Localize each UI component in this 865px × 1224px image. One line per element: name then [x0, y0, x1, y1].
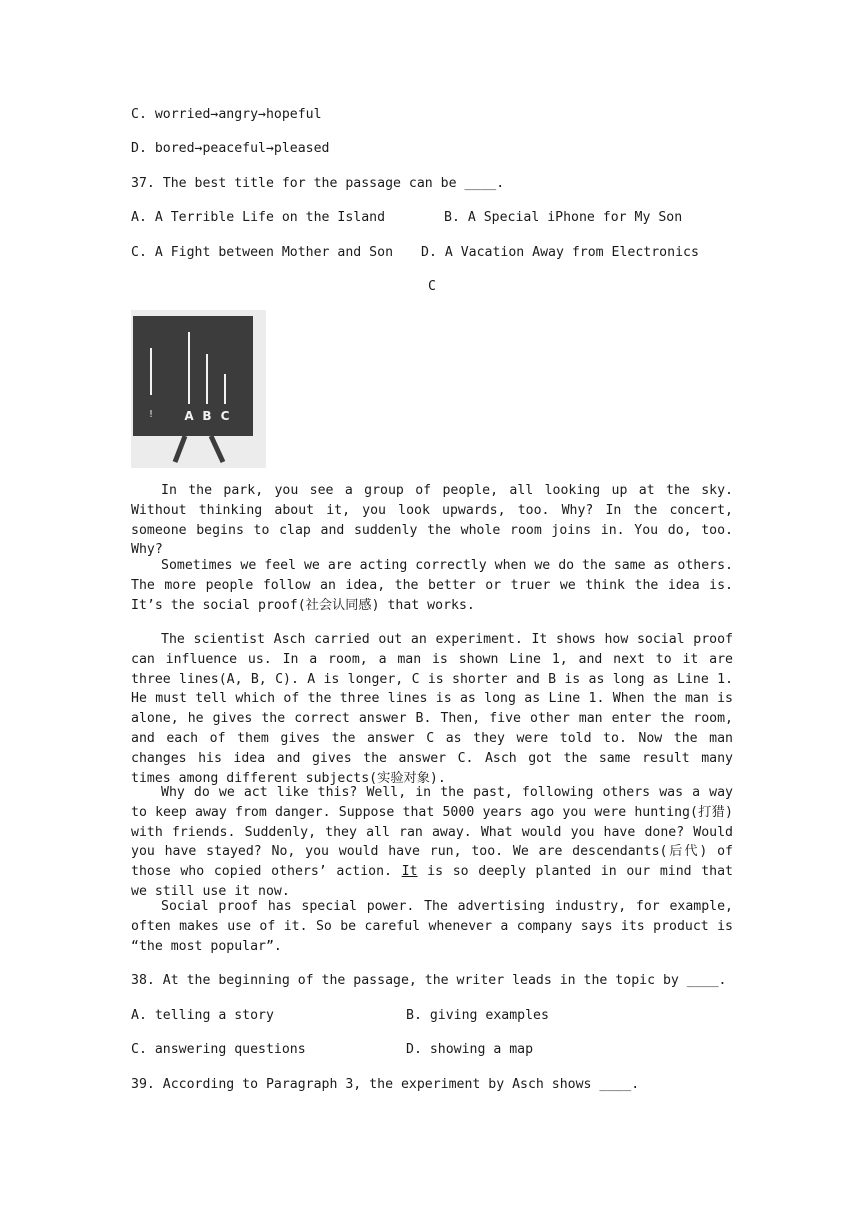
label-a: A [184, 409, 194, 423]
lines-experiment-figure [131, 310, 266, 468]
p4-text-after: is so deeply planted in our mind that we still use it now. [131, 864, 733, 899]
q37-option-d: D. A Vacation Away from Electronics [421, 245, 699, 260]
passage-paragraph-1: In the park, you see a group of people, all looking up at the sky. Without thinking about it, you look upwards, too. Why? In the concert, someone begins to clap and suddenly the whole room joins in. You do, too. Why? [131, 483, 733, 558]
q37-stem: 37. The best title for the passage can be ____. [131, 176, 505, 191]
q37-option-b: B. A Special iPhone for My Son [444, 210, 683, 225]
label-c: C [220, 409, 230, 423]
line-1-mark: ! [148, 409, 154, 420]
label-b: B [202, 409, 212, 423]
q36-option-d: D. bored→peaceful→pleased [131, 141, 330, 156]
easel-board-image [131, 310, 266, 468]
q38-option-b: B. giving examples [406, 1008, 549, 1023]
section-label: C [428, 279, 436, 294]
q38-option-c: C. answering questions [131, 1042, 306, 1057]
q37-option-a: A. A Terrible Life on the Island [131, 210, 386, 225]
passage-paragraph-4 [131, 783, 733, 902]
passage-paragraph-3: The scientist Asch carried out an experiment. It shows how social proof can influence us. In a room, a man is shown Line 1, and next to it are three lines(A, B, C). A is longer, C is shorter and B is as long as Line 1. He must tell which of the three lines is as long as Line 1. When the man is alone, he gives the correct answer B. Then, five other man enter the room, and each of them gives the answer C as they were told to. Now the man changes his idea and gives the answer C. Asch got the same result many times among different subjects(实验对象). [131, 632, 733, 786]
q38-stem: 38. At the beginning of the passage, the writer leads in the topic by ____. [131, 973, 727, 988]
passage-paragraph-5: Social proof has special power. The advertising industry, for example, often makes use of it. So be careful whenever a company says its product is “the most popular”. [131, 899, 733, 954]
q38-option-a: A. telling a story [131, 1008, 274, 1023]
q38-option-d: D. showing a map [406, 1042, 534, 1057]
p4-text-before: Why do we act like this? Well, in the past, following others was a way to keep away from danger. Suppose that 5000 years ago you were hunting(打猎) with friends. Suddenly, they all ran away. What would you have done? Would you have stayed? No, you would have run, too. We are descendants(后代) of those who copied others’ action. [131, 785, 733, 880]
q39-stem: 39. According to Paragraph 3, the experiment by Asch shows ____. [131, 1077, 640, 1092]
passage-paragraph-2: Sometimes we feel we are acting correctly when we do the same as others. The more people follow an idea, the better or truer we think the idea is. It’s the social proof(社会认同感) that works. [131, 558, 733, 613]
p4-underlined-it: It [401, 864, 418, 880]
q37-option-c: C. A Fight between Mother and Son [131, 245, 394, 260]
q36-option-c: C. worried→angry→hopeful [131, 107, 322, 122]
